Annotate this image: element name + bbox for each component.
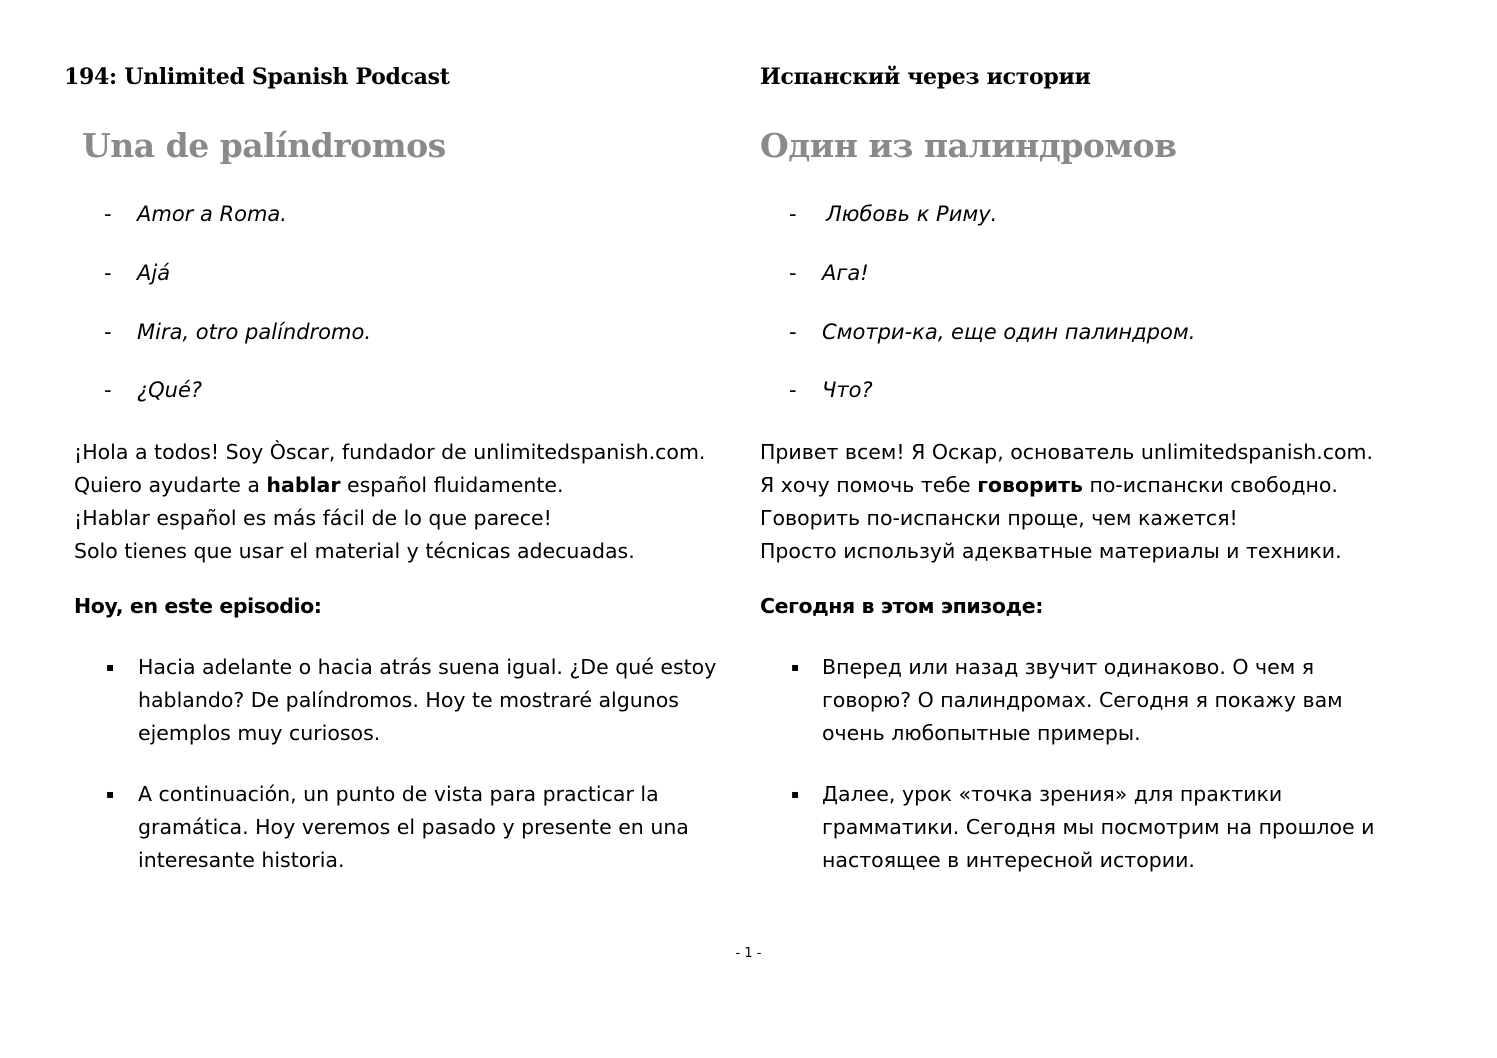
intro-line: Привет всем! Я Оскар, основатель unlimitedspanish.com. <box>760 440 1374 464</box>
dialogue-dash: - <box>104 261 112 285</box>
highlight-word: говорить <box>977 473 1083 497</box>
intro-line: Просто используй адекватные материалы и техники. <box>760 539 1342 563</box>
bullet-square-icon: ▪ <box>791 787 800 801</box>
bullet-line: interesante historia. <box>138 848 345 872</box>
bullet-line: Hacia adelante o hacia atrás suena igual. ¿De qué estoy <box>138 655 717 679</box>
dialogue-dash: - <box>789 202 797 226</box>
dialogue-line: Что? <box>822 378 873 402</box>
bullet-square-icon: ▪ <box>106 787 115 801</box>
dialogue-dash: - <box>104 378 112 402</box>
intro-paragraph-russian <box>760 436 1373 568</box>
bullet-text <box>822 651 1343 750</box>
bullet-line: Вперед или назад звучит одинаково. О чем я <box>822 655 1315 679</box>
bullet-line: Далее, урок «точка зрения» для практики <box>822 782 1283 806</box>
bullet-square-icon: ▪ <box>791 660 800 674</box>
bullet-text <box>822 778 1374 877</box>
dialogue-line: ¿Qué? <box>137 378 203 402</box>
dialogue-dash: - <box>104 202 112 226</box>
intro-text: español fluidamente. <box>340 473 564 497</box>
bullet-line: gramática. Hoy veremos el pasado y presente en una <box>138 815 689 839</box>
highlight-word: hablar <box>266 473 341 497</box>
dialogue-dash: - <box>789 320 797 344</box>
bullet-line: грамматики. Сегодня мы посмотрим на прошлое и <box>822 815 1375 839</box>
intro-line: Solo tienes que usar el material y técnicas adecuadas. <box>74 539 635 563</box>
intro-line: ¡Hablar español es más fácil de lo que parece! <box>74 506 552 530</box>
intro-text: Я хочу помочь тебе <box>760 473 978 497</box>
dialogue-dash: - <box>789 261 797 285</box>
intro-line: ¡Hola a todos! Soy Òscar, fundador de unlimitedspanish.com. <box>74 440 706 464</box>
intro-line <box>760 469 1373 502</box>
dialogue-line: Любовь к Риму. <box>826 202 998 226</box>
dialogue-line: Ага! <box>822 261 869 285</box>
dialogue-dash: - <box>789 378 797 402</box>
bullet-square-icon: ▪ <box>106 660 115 674</box>
intro-line: Говорить по-испански проще, чем кажется! <box>760 506 1238 530</box>
bullet-line: настоящее в интересной истории. <box>822 848 1195 872</box>
bullet-line: A continuación, un punto de vista para practicar la <box>138 782 659 806</box>
episode-title-russian: Один из палиндромов <box>760 126 1177 165</box>
bullet-line: hablando? De palíndromos. Hoy te mostraré algunos <box>138 688 679 712</box>
dialogue-line: Mira, otro palíndromo. <box>137 320 372 344</box>
bullet-line: говорю? О палиндромах. Сегодня я покажу вам <box>822 688 1343 712</box>
header-title-spanish: 194: Unlimited Spanish Podcast <box>64 64 450 90</box>
intro-text: Quiero ayudarte a <box>74 473 267 497</box>
episode-subheading-russian: Сегодня в этом эпизоде: <box>760 594 1044 618</box>
intro-text: по-испански свободно. <box>1082 473 1338 497</box>
bullet-line: очень любопытные примеры. <box>822 721 1141 745</box>
dialogue-line: Смотри-ка, еще один палиндром. <box>822 320 1196 344</box>
page-number: - 1 - <box>735 946 762 961</box>
dialogue-line: Ajá <box>137 261 171 285</box>
bullet-line: ejemplos muy curiosos. <box>138 721 381 745</box>
episode-title-spanish: Una de palíndromos <box>82 126 446 165</box>
header-title-russian: Испанский через истории <box>760 64 1091 90</box>
dialogue-line: Amor a Roma. <box>137 202 287 226</box>
episode-subheading-spanish: Hoy, en este episodio: <box>74 594 322 618</box>
dialogue-dash: - <box>104 320 112 344</box>
